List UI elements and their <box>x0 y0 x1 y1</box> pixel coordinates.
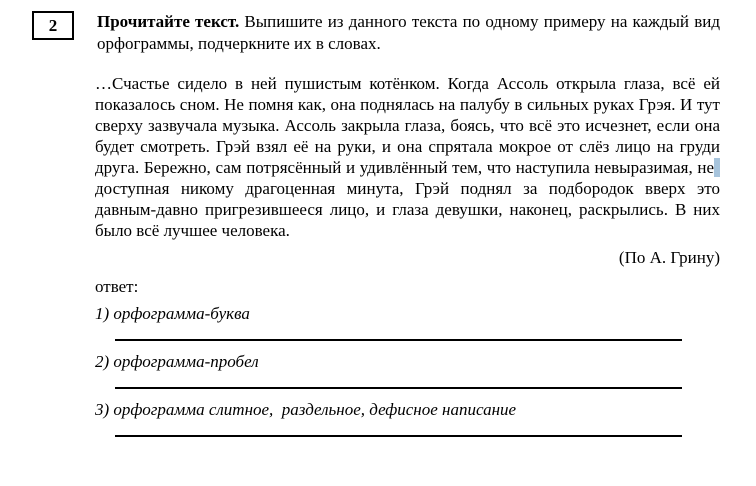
answer-item-1 <box>95 303 720 341</box>
task-number-box <box>32 11 74 40</box>
answer-section <box>95 276 720 437</box>
passage-paragraph <box>95 73 720 241</box>
answer-item-2 <box>95 351 720 389</box>
instruction-body: Выпишите из данного текста по одному примеру на каждый вид орфограммы, подчеркните их в словах. <box>97 12 720 53</box>
answer-item-1-label: 1) орфограмма-буква <box>95 304 250 323</box>
task-number: 2 <box>48 16 58 35</box>
answer-item-2-label: 2) орфограмма-пробел <box>95 352 259 371</box>
answer-blank-line-3 <box>115 435 682 437</box>
answer-blank-line-1 <box>115 339 682 341</box>
passage <box>95 73 720 268</box>
answer-item-3 <box>95 399 720 437</box>
passage-part-2: доступная никому драгоценная минута, Грэй поднял за подбородок вверх это давным-давно пригрезившееся лицо, и глаза девушки, наконец, раскрылись. В них было всё лучшее человека. <box>95 179 720 240</box>
instruction-lead: Прочитайте текст. <box>97 12 240 31</box>
task-instruction <box>97 11 720 55</box>
answer-blank-line-2 <box>115 387 682 389</box>
task-header <box>0 0 756 55</box>
selection-highlight <box>714 158 720 177</box>
answer-label: ответ: <box>95 277 139 296</box>
passage-part-1: …Счастье сидело в ней пушистым котёнком. Когда Ассоль открыла глаза, всё ей показалось сном. Не помня как, она поднялась на палубу в сильных руках Грэя. И тут сверху зазвучала музыка. Ассоль закрыла глаза, боясь, что всё это исчезнет, если она будет смотреть. Грэй взял её на руки, и она спрятала мокрое от слёз лицо на груди друга. Бережно, сам потрясённый и удивлённый тем, что наступила невыразимая, не <box>95 74 720 177</box>
attribution: (По А. Грину) <box>618 248 720 267</box>
answer-item-3-label: 3) орфограмма слитное, раздельное, дефисное написание <box>95 400 517 419</box>
